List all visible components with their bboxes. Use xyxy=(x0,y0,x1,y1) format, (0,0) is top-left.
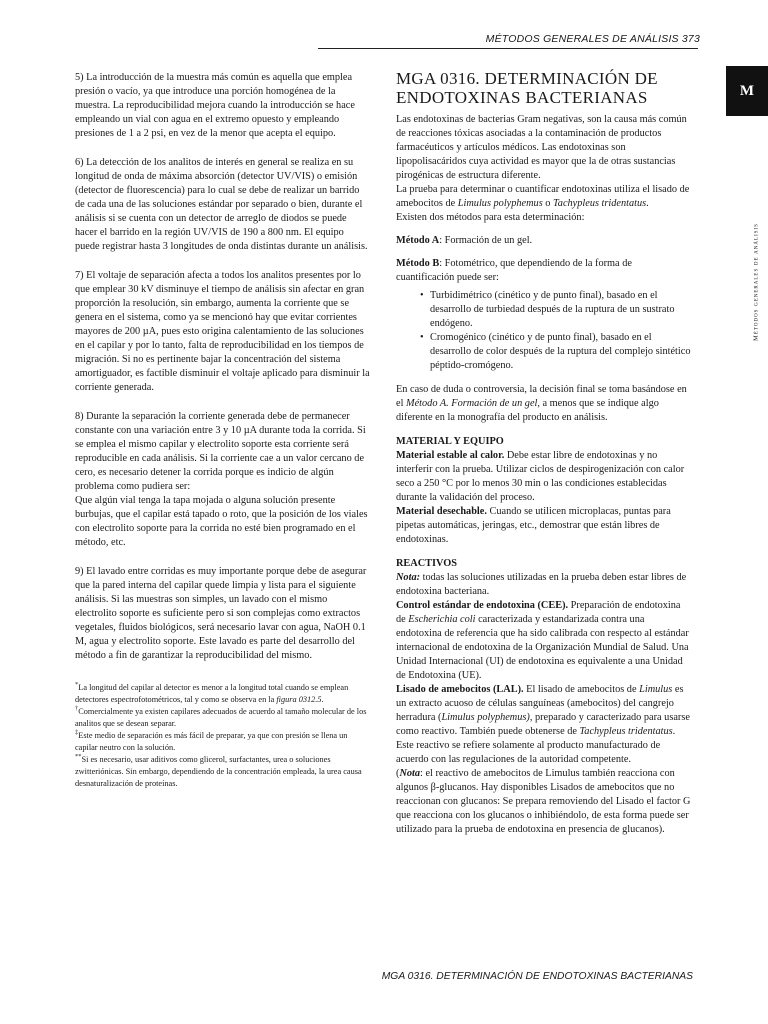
method-b: Método B: Fotométrico, que dependiendo de la forma de cuantificación puede ser: xyxy=(396,258,632,283)
footnote: †Comercialmente ya existen capilares adecuados de acuerdo al tamaño molecular de los analitos que se desean separar. xyxy=(75,705,367,728)
paragraph-5: 5) La introducción de la muestra más común es aquella que emplea presión o vacío, ya que introduce una porción homogénea de la muestra. La reproducibilidad mejora cuando la introducción se hace empleando un vial con agua en el extremo opuesto y empleando presiones de 1 a 2 psi, en vez de la menor que acepta el equipo. xyxy=(75,72,355,139)
paragraph-8: 8) Durante la separación la corriente generada debe de permanecer constante con una variación entre 3 y 10 µA durante toda la corrida. Si se emplea el mismo capilar y electrolito soporte esta corriente será reproducible en cada análisis. Si la corriente cae a un valor cercano de cero, es necesario detener la corrida porque es indicio de algún problema como pudiera ser: xyxy=(75,411,366,492)
section-side-label: Métodos generales de análisis xyxy=(752,223,760,341)
footnote: *La longitud del capilar al detector es menor a la longitud total cuando se emplean detectores espectrofotométricos, tal y como se observa en la figura 0312.5. xyxy=(75,681,349,704)
list-item: • Turbidimétrico (cinético y de punto final), basado en el desarrollo de turbiedad después de la ruptura de un sustrato endógeno. xyxy=(420,289,692,331)
footnote-mark: * xyxy=(75,681,79,689)
running-head: MÉTODOS GENERALES DE ANÁLISIS 373 xyxy=(485,33,700,45)
footnotes xyxy=(75,682,370,790)
footnote: ‡Este medio de separación es más fácil de preparar, ya que con presión se llena un capilar neutro con la solución. xyxy=(75,729,348,752)
method-a: Método A: Formación de un gel. xyxy=(396,235,533,246)
lal-note: (Nota: el reactivo de amebocitos de Limulus también reacciona con algunos β-glucanos. Hay disponibles Lisados de amebocitos que no reaccionan con glucanos: Se prepara removiendo del Lisado el factor G que reacciona con los glucanos o inhibiéndolo, de esta forma puede ser utilizado para la prueba de endotoxina en presencia de glucanos). xyxy=(396,768,691,835)
paragraph-9: 9) El lavado entre corridas es muy importante porque debe de asegurar que la pared interna del capilar quede limpia y lista para el siguiente análisis. Si las muestras son simples, un lavado con el mismo electrolito soporte es suficiente pero si son complejas como extractos vegetales, fluidos biológicos, será necesario lavar con agua, NaOH 0.1 M, agua y electrolito soporte. Este lavado es parte del desarrollo del método a fin de garantizar la reproducibilidad del mismo. xyxy=(75,566,367,661)
paragraph-7: 7) El voltaje de separación afecta a todos los analitos presentes por lo que emplear 30 kV disminuye el tiempo de análisis sin afectar en gran proporción la resolución, sin embargo, aumenta la corriente que se genera en el sistema, como ya se mencionó hay que evitar corrientes mayores de 200 µA, pues esto origina calentamiento de las soluciones en el capilar y por lo tanto, falta de reproducibilidad en los tiempos de migración. Si no es pertinente bajar la concentración del sistema amortiguador, es factible disminuir el voltaje aplicado para disminuir la corriente generada. xyxy=(75,270,370,393)
section-tab xyxy=(726,66,768,116)
section-title: MGA 0316. DETERMINACIÓN DE ENDOTOXINAS BACTERIANAS xyxy=(396,69,658,107)
intro-paragraph-3: Existen dos métodos para esta determinación: xyxy=(396,212,585,223)
intro-paragraph-2: La prueba para determinar o cuantificar endotoxinas utiliza el lisado de amebocitos de Limulus polyphemus o Tachypleus tridentatus. xyxy=(396,184,690,209)
controversy-paragraph: En caso de duda o controversia, la decisión final se toma basándose en el Método A. Formación de un gel, a menos que se indique algo diferente en la monografía del producto en análisis. xyxy=(396,384,687,423)
footnote-mark: † xyxy=(75,705,79,713)
lal-paragraph: Lisado de amebocitos (LAL). El lisado de amebocitos de Limulus es un extracto acuoso de células sanguíneas (amebocitos) del cangrejo herradura (Limulus polyphemus), preparado y caracterizado para usarse como reactivo. También puede obtenerse de Tachypleus tridentatus. Este reactivo se refiere solamente al producto manufacturado de acuerdo con las regulaciones de la autoridad competente. xyxy=(396,684,690,765)
material-stable: Material estable al calor. Debe estar libre de endotoxinas y no interferir con la prueba. Utilizar ciclos de despirogenización con calor seco a 250 °C por lo menos 30 min o las condiciones establecidas durante la validación del proceso. xyxy=(396,450,685,503)
section-tab-letter: M xyxy=(739,82,755,99)
right-column xyxy=(396,69,692,837)
left-column xyxy=(75,71,370,790)
footnote-mark: ** xyxy=(75,753,82,761)
reagents-heading: REACTIVOS xyxy=(396,558,458,569)
material-disposable: Material desechable. Cuando se utilicen microplacas, puntas para pipetas automáticas, jeringas, etc., demostrar que están libres de endotoxinas. xyxy=(396,506,671,545)
header-rule xyxy=(318,48,698,49)
reagents-note: Nota: todas las soluciones utilizadas en la prueba deben estar libres de endotoxina bacteriana. xyxy=(396,572,687,597)
list-item: • Cromogénico (cinético y de punto final), basado en el desarrollo de color después de la ruptura del complejo sintético péptido-cromógeno. xyxy=(420,331,692,373)
footnote-mark: ‡ xyxy=(75,729,79,737)
intro-paragraph: Las endotoxinas de bacterias Gram negativas, son la causa más común de reacciones tóxicas asociadas a la contaminación de productos farmacéuticos y artículos médicos. Las endotoxinas son lipopolisacáridos cuya actividad es mayor que la de otras sustancias pirogénicas de estructura diferente. xyxy=(396,114,687,181)
paragraph-6: 6) La detección de los analitos de interés en general se realiza en su longitud de onda de máxima absorción (detector UV/VIS) o emisión (detector de fluorescencia) para lo cual se debe de realizar un barrido de cada una de las soluciones estándar por separado o bien, durante el análisis si se cuenta con un detector de arreglo de diodos se puede hacer el barrido en la región UV/VIS de 190 a 800 nm. El equipo puede registrar hasta 3 longitudes de onda distintas durante un análisis. xyxy=(75,157,368,252)
footnote: **Si es necesario, usar aditivos como glicerol, surfactantes, urea o soluciones zwitteriónicas. Sin embargo, dependiendo de la concentración empleada, la urea causa desnaturalización de proteínas. xyxy=(75,753,362,788)
paragraph-8-continued: Que algún vial tenga la tapa mojada o alguna solución presente burbujas, que el capilar está tapado o roto, que la posición de los viales con electrolito soporte para la corrida no esté bien programado en el método, etc. xyxy=(75,495,368,548)
running-foot: MGA 0316. DETERMINACIÓN DE ENDOTOXINAS BACTERIANAS xyxy=(381,971,693,982)
cse-paragraph: Control estándar de endotoxina (CEE). Preparación de endotoxina de Escherichia coli caracterizada y estandarizada contra una endotoxina de referencia que ha sido calibrada con respecto al estándar internacional de endotoxina de la Organización Mundial de Salud. Una Unidad Internacional (UI) de endotoxina es equivalente a una Unidad de Endotoxina (UE). xyxy=(396,600,689,681)
method-b-list xyxy=(420,289,692,373)
material-heading: MATERIAL Y EQUIPO xyxy=(396,436,504,447)
